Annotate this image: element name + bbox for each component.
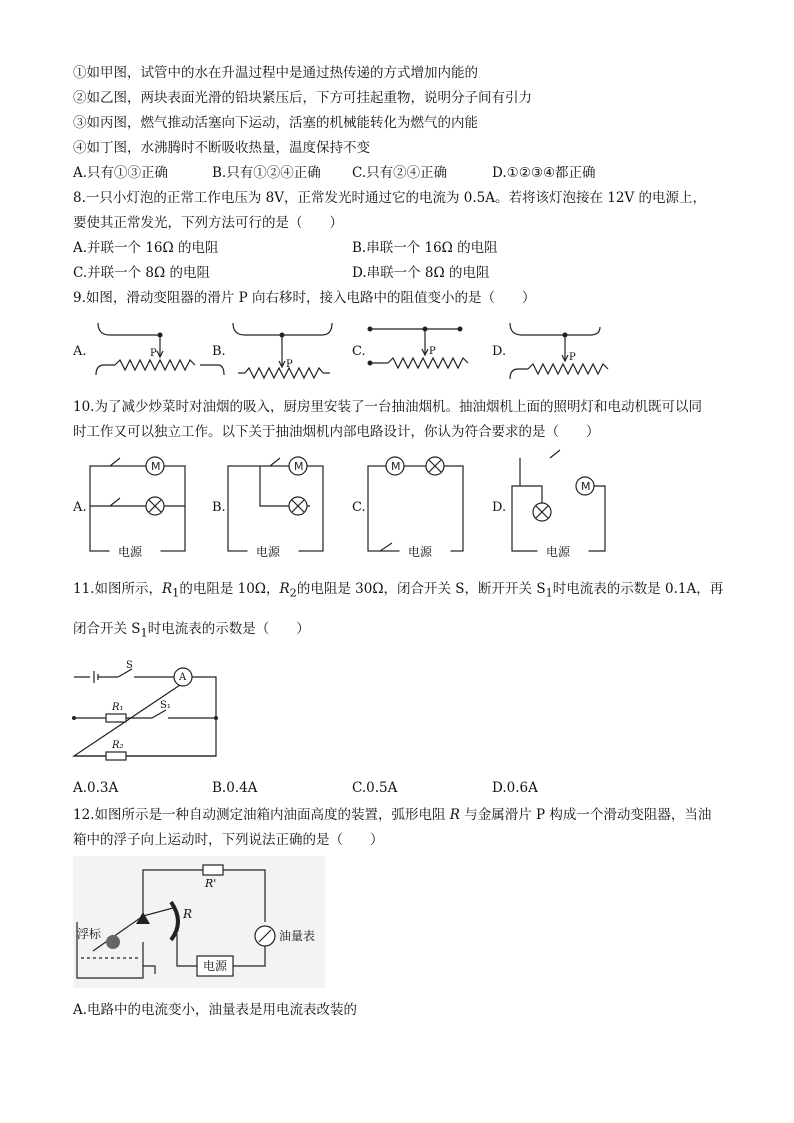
q11-option-a: A.0.3A	[73, 780, 119, 796]
q7-option-c: C.只有②④正确	[352, 165, 448, 181]
q11-switch-s-label: S	[126, 660, 133, 671]
q10-source-b: 电源	[256, 545, 281, 559]
q7-option-b: B.只有①②④正确	[212, 165, 321, 181]
q9-label-d: D.	[492, 344, 507, 359]
q9-label-a: A.	[73, 344, 87, 359]
q9-slider-p-d: P	[569, 352, 576, 363]
q11-option-b: B.0.4A	[212, 780, 258, 796]
q11-option-d: D.0.6A	[492, 780, 538, 796]
q10-label-c: C.	[352, 500, 366, 515]
q12-arc-resistor-label: R	[183, 907, 193, 921]
q9-label-b: B.	[212, 344, 226, 359]
q7-item-3: ③如丙图，燃气推动活塞向下运动，活塞的机械能转化为燃气的内能	[73, 115, 478, 131]
q9-slider-p-a: P	[150, 348, 157, 359]
svg-text:M: M	[151, 460, 161, 473]
q9-slider-p-b: P	[286, 359, 293, 370]
q11-option-c: C.0.5A	[352, 780, 398, 796]
q12-resistor-label: R'	[205, 877, 217, 890]
q12-oil-gauge-figure	[73, 856, 325, 988]
q11-ammeter-label: A	[179, 672, 187, 683]
q10-figures	[80, 448, 620, 563]
q7-item-1: ①如甲图，试管中的水在升温过程中是通过热传递的方式增加内能的	[73, 65, 478, 81]
q7-option-a: A.只有①③正确	[73, 165, 169, 181]
q11-circuit	[70, 658, 230, 770]
q9-slider-p-c: P	[429, 346, 436, 357]
q11-r1-label: R₁	[112, 702, 124, 713]
q10-label-d: D.	[492, 500, 507, 515]
q12-float-label: 浮标	[77, 927, 102, 941]
r1-symbol: R	[161, 581, 173, 597]
q11-switch-s1-label: S₁	[160, 700, 171, 711]
q12-stem-line2: 箱中的浮子向上运动时，下列说法正确的是（ ）	[73, 832, 384, 848]
q9-label-c: C.	[352, 344, 366, 359]
q11-stem-line1: 11.如图所示，$R_1$的电阻是 10Ω，$R_2$的电阻是 30Ω，闭合开关 S，断开开关 $S_1$时电流表的示数是 0.1A，再	[73, 581, 724, 600]
q10-circuit-diagrams	[80, 448, 620, 563]
svg-text:M: M	[294, 460, 304, 473]
q7-item-2: ②如乙图，两块表面光滑的铅块紧压后，下方可挂起重物，说明分子间有引力	[73, 90, 532, 106]
q9-stem: 9.如图，滑动变阻器的滑片 P 向右移时，接入电路中的阻值变小的是（ ）	[73, 290, 536, 306]
q12-stem-line1: 12.如图所示是一种自动测定油箱内油面高度的装置，弧形电阻 R 与金属滑片 P 构成一个滑动变阻器，当油	[73, 807, 712, 823]
q10-stem-line1: 10.为了减少炒菜时对油烟的吸入，厨房里安装了一台抽油烟机。抽油烟机上面的照明灯和电动机既可以同	[73, 399, 702, 415]
q8-stem-line2: 要使其正常发光，下列方法可行的是（ ）	[73, 215, 343, 231]
q12-option-a: A.电路中的电流变小，油量表是用电流表改装的	[73, 1002, 358, 1018]
r2-symbol: R	[279, 581, 290, 597]
q10-label-b: B.	[212, 500, 226, 515]
r-symbol: R	[449, 807, 460, 823]
q8-option-d: D.串联一个 8Ω 的电阻	[352, 265, 490, 281]
q11-circuit-diagram	[70, 658, 230, 770]
q10-label-a: A.	[73, 500, 87, 515]
q8-option-c: C.并联一个 8Ω 的电阻	[73, 265, 211, 281]
q10-source-d: 电源	[546, 545, 571, 559]
q8-option-a: A.并联一个 16Ω 的电阻	[73, 240, 219, 256]
q12-meter-label: 油量表	[279, 929, 316, 943]
q12-source-label: 电源	[203, 959, 228, 973]
q8-option-b: B.串联一个 16Ω 的电阻	[352, 240, 498, 256]
svg-text:M: M	[581, 480, 591, 493]
q10-source-c: 电源	[408, 545, 433, 559]
q10-source-a: 电源	[118, 545, 143, 559]
q11-r2-label: R₂	[112, 740, 124, 751]
q12-oil-gauge-diagram	[73, 856, 325, 988]
svg-text:M: M	[391, 460, 401, 473]
q11-stem-line2: 闭合开关 $S_1$时电流表的示数是（ ）	[73, 621, 310, 640]
q7-option-d: D.①②③④都正确	[492, 165, 596, 181]
q7-item-4: ④如丁图，水沸腾时不断吸收热量，温度保持不变	[73, 140, 370, 156]
q8-stem-line1: 8.一只小灯泡的正常工作电压为 8V，正常发光时通过它的电流为 0.5A。若将该灯泡接在 12V 的电源上，	[73, 190, 707, 206]
q10-stem-line2: 时工作又可以独立工作。以下关于抽油烟机内部电路设计，你认为符合要求的是（ ）	[73, 424, 600, 440]
